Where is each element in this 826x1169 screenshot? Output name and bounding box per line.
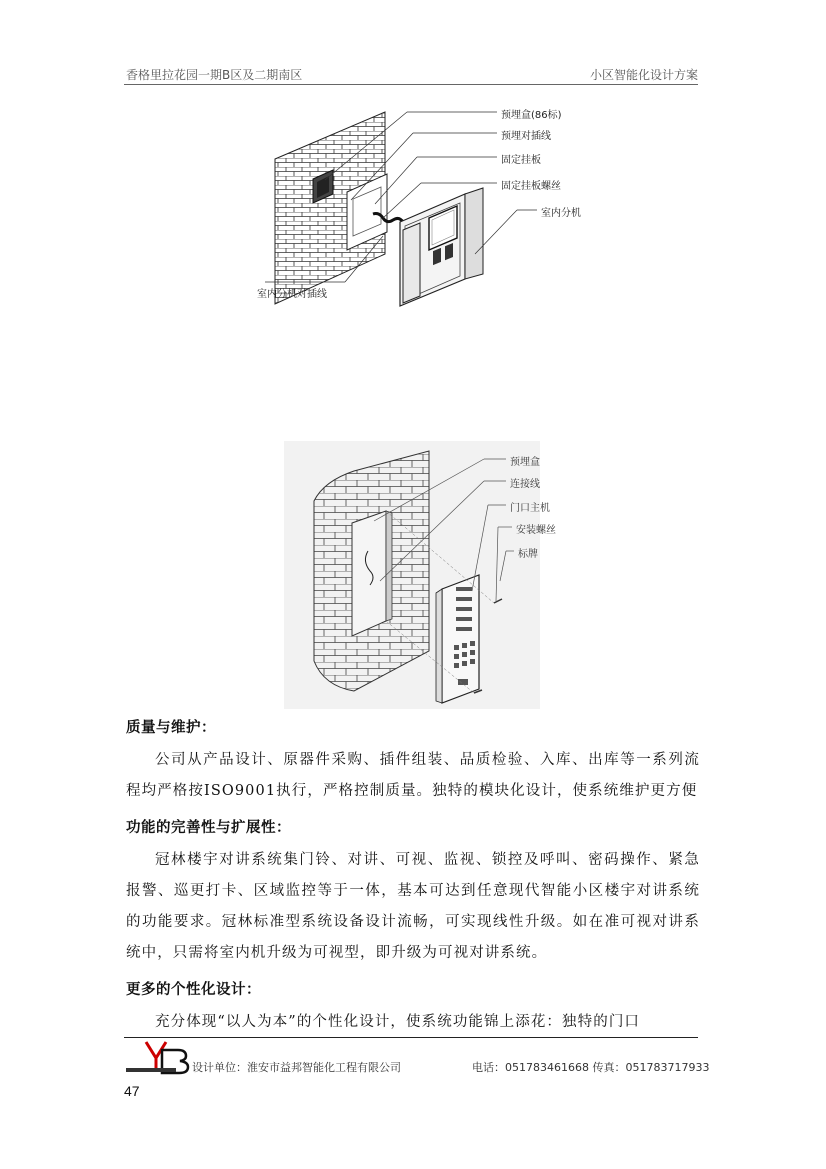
page-number: 47	[124, 1083, 140, 1099]
section-heading-personalization: 更多的个性化设计：	[126, 981, 261, 998]
door-station-installation-figure	[284, 441, 556, 709]
label-mounting-screw: 安装螺丝	[516, 525, 556, 536]
section-heading-quality: 质量与维护：	[126, 719, 216, 736]
door-station-diagram	[284, 441, 540, 709]
paragraph-quality-text: 公司从产品设计、原器件采购、插件组装、品质检验、入库、出库等一系列流程均严格按ISO9001执行，严格控制质量。独特的模块化设计，使系统维护更方便	[126, 752, 700, 799]
paragraph-functionality-text: 冠林楼宇对讲系统集门铃、对讲、可视、监视、锁控及呼叫、密码操作、紧急报警、巡更打卡、区域监控等于一体，基本可达到任意现代智能小区楼宇对讲系统的功能要求。冠林标准型系统设备设计流畅，可实现线性升级。如在准可视对讲系统中，只需将室内机升级为可视型，即升级为可视对讲系统。	[126, 852, 700, 961]
company-logo	[124, 1040, 190, 1076]
section-paragraph-functionality	[126, 845, 700, 969]
header-rule	[124, 84, 698, 85]
header-project-title: 香格里拉花园一期B区及二期南区	[126, 68, 303, 82]
label-embedded-box: 预埋盒	[510, 457, 540, 468]
label-indoor-unit-cable: 室内分机对插线	[257, 289, 327, 300]
label-connection-cable: 连接线	[510, 479, 540, 490]
footer-contact: 电话：051783461668 传真：051783717933	[472, 1061, 710, 1074]
label-mounting-plate: 固定挂板	[501, 155, 541, 166]
footer-rule	[124, 1037, 698, 1038]
footer-company: 设计单位：淮安市益邦智能化工程有限公司	[192, 1061, 401, 1074]
label-embedded-box: 预埋盒(86标)	[501, 110, 562, 121]
label-indoor-unit: 室内分机	[541, 208, 581, 219]
section-paragraph-quality	[126, 745, 700, 807]
label-embedded-connector-cable: 预埋对插线	[501, 131, 551, 142]
label-name-plate: 标牌	[518, 549, 538, 560]
indoor-unit-installation-figure	[257, 104, 605, 314]
company-logo-mark	[124, 1040, 190, 1076]
section-heading-functionality: 功能的完善性与扩展性：	[126, 819, 291, 836]
section-paragraph-personalization	[126, 1007, 700, 1038]
header-document-title: 小区智能化设计方案	[589, 68, 698, 82]
paragraph-personalization-text: 充分体现“以人为本”的个性化设计，使系统功能锦上添花：独特的门口	[155, 1014, 641, 1030]
label-door-station: 门口主机	[510, 503, 550, 514]
label-mounting-plate-screw: 固定挂板螺丝	[501, 181, 561, 192]
